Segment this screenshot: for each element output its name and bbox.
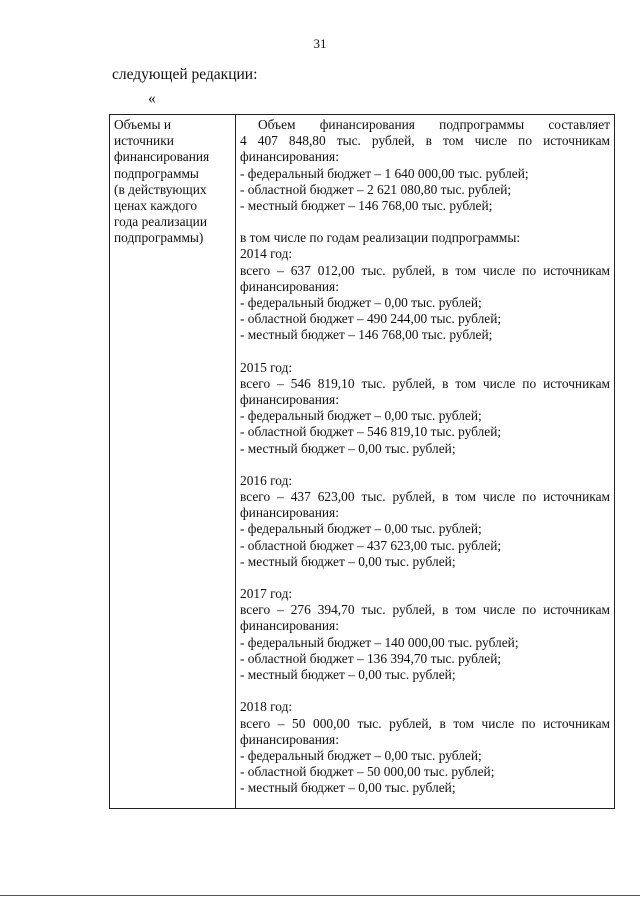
year-total: всего – 276 394,70 тыс. рублей, в том числе по источникам [240, 602, 610, 618]
row-label-line: подпрограммы [114, 165, 199, 181]
financing-table [109, 114, 615, 809]
summary-regional: - областной бюджет – 2 621 080,80 тыс. рублей; [240, 181, 512, 197]
year-label: 2017 год: [240, 586, 293, 602]
year-total: всего – 637 012,00 тыс. рублей, в том числе по источникам [240, 262, 610, 278]
summary-line: 4 407 848,80 тыс. рублей, в том числе по источникам [240, 133, 610, 149]
summary-local: - местный бюджет – 146 768,00 тыс. рублей; [240, 198, 493, 214]
year-funding: финансирования: [240, 505, 339, 521]
row-label-line: источники [114, 133, 174, 149]
year-total: всего – 50 000,00 тыс. рублей, в том числе по источникам [240, 715, 610, 731]
year-label: 2016 год: [240, 472, 293, 488]
year-funding: финансирования: [240, 392, 339, 408]
year-regional: - областной бюджет – 490 244,00 тыс. рублей; [240, 311, 502, 327]
year-regional: - областной бюджет – 50 000,00 тыс. рублей; [240, 764, 495, 780]
year-federal: - федеральный бюджет – 140 000,00 тыс. рублей; [240, 634, 519, 650]
year-federal: - федеральный бюджет – 0,00 тыс. рублей; [240, 295, 482, 311]
intro-text: следующей редакции: [112, 66, 258, 83]
year-total: всего – 437 623,00 тыс. рублей, в том числе по источникам [240, 489, 610, 505]
year-federal: - федеральный бюджет – 0,00 тыс. рублей; [240, 521, 482, 537]
summary-federal: - федеральный бюджет – 1 640 000,00 тыс. рублей; [240, 165, 529, 181]
year-federal: - федеральный бюджет – 0,00 тыс. рублей; [240, 408, 482, 424]
row-label-line: Объемы и [114, 117, 172, 132]
scan-edge-rule [0, 895, 640, 896]
year-label: 2014 год: [240, 246, 293, 262]
year-regional: - областной бюджет – 437 623,00 тыс. рублей; [240, 537, 502, 553]
year-label: 2018 год: [240, 699, 293, 715]
row-label-line: (в действующих [114, 181, 207, 197]
row-label-line: финансирования [114, 149, 210, 165]
year-funding: финансирования: [240, 278, 339, 294]
summary-line: финансирования: [240, 149, 339, 165]
row-label-line: ценах каждого [114, 198, 198, 214]
year-local: - местный бюджет – 0,00 тыс. рублей; [240, 667, 456, 683]
row-label-line: подпрограммы) [114, 230, 204, 246]
year-funding: финансирования: [240, 731, 339, 747]
row-label-cell [110, 115, 236, 809]
page-number: 31 [313, 36, 327, 51]
opening-quote: « [148, 90, 156, 107]
year-local: - местный бюджет – 0,00 тыс. рублей; [240, 553, 456, 569]
row-label-line: года реализации [114, 214, 208, 230]
year-local: - местный бюджет – 0,00 тыс. рублей; [240, 780, 456, 796]
summary-line: Объем финансирования подпрограммы составляет [258, 117, 610, 132]
year-regional: - областной бюджет – 546 819,10 тыс. рублей; [240, 424, 502, 440]
year-local: - местный бюджет – 0,00 тыс. рублей; [240, 440, 456, 456]
table-row [110, 115, 615, 809]
row-content-cell [236, 115, 615, 809]
year-funding: финансирования: [240, 618, 339, 634]
year-regional: - областной бюджет – 136 394,70 тыс. рублей; [240, 650, 502, 666]
year-total: всего – 546 819,10 тыс. рублей, в том числе по источникам [240, 375, 610, 391]
year-federal: - федеральный бюджет – 0,00 тыс. рублей; [240, 747, 482, 763]
year-local: - местный бюджет – 146 768,00 тыс. рублей; [240, 327, 493, 343]
year-label: 2015 год: [240, 359, 293, 375]
by-years-heading: в том числе по годам реализации подпрограммы: [240, 230, 521, 246]
